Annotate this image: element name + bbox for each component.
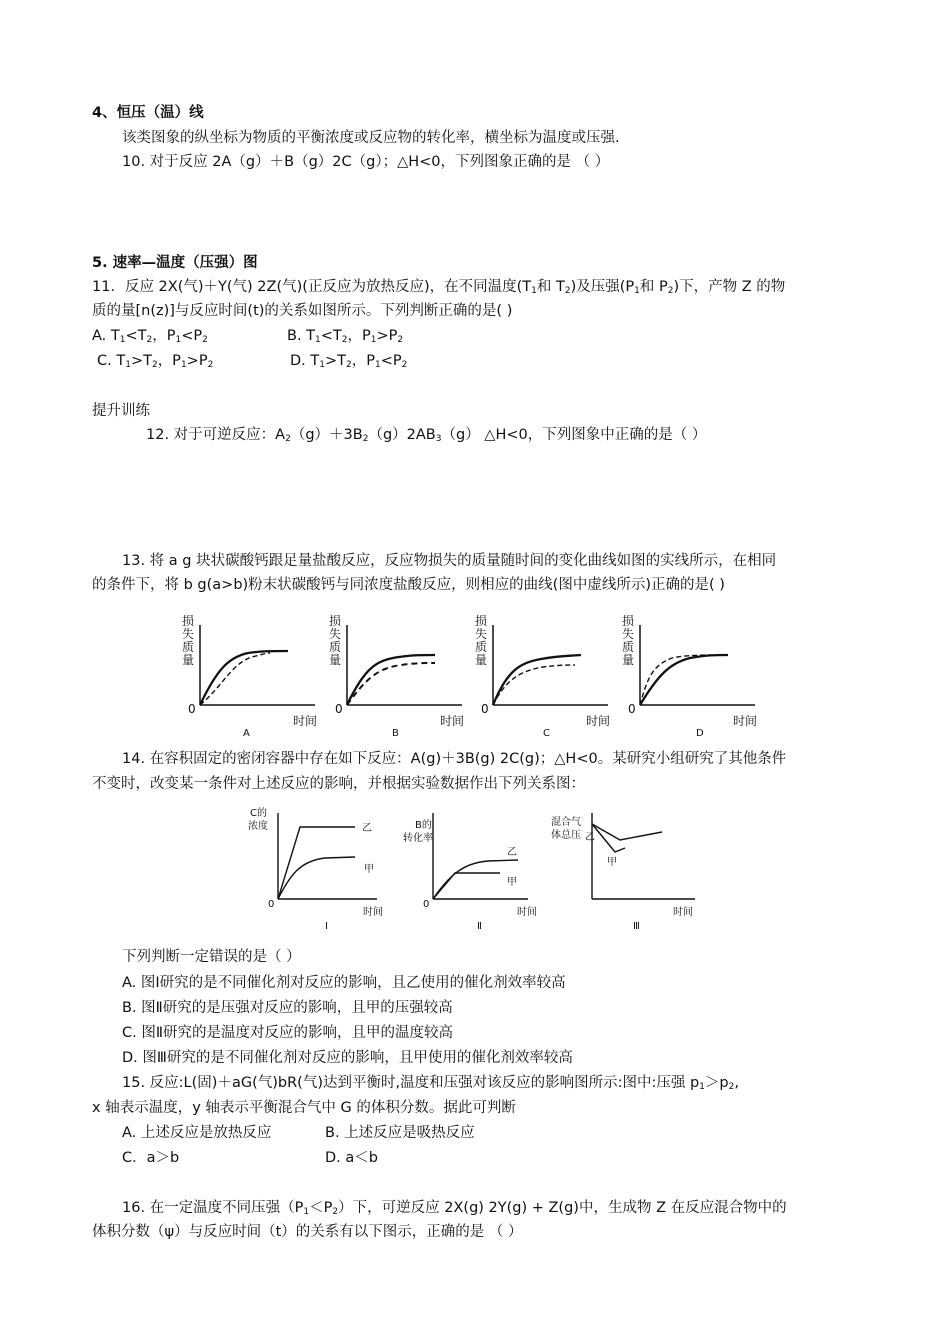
section-5-heading: 5. 速率—温度（压强）图 bbox=[92, 255, 258, 271]
x-axis-label: 时间 bbox=[733, 714, 758, 728]
y-label-4: 量 bbox=[329, 653, 342, 667]
curve-yi bbox=[278, 827, 355, 899]
dashed-curve bbox=[493, 665, 575, 705]
question-11-option-c: C. $T_1>T_2$，$P_1>P_2$ bbox=[97, 353, 214, 370]
x-axis-label: 时间 bbox=[586, 714, 611, 728]
question-16-line-2: 体积分数（ψ）与反应时间（t）的关系有以下图示，正确的是 （ ） bbox=[92, 1224, 523, 1240]
origin-label: 0 bbox=[188, 702, 196, 716]
section-4-heading: 4、恒压（温）线 bbox=[92, 105, 204, 121]
g1-roman: Ⅰ bbox=[325, 921, 328, 932]
panel-label: A bbox=[243, 728, 250, 739]
g2-xlabel: 时间 bbox=[517, 907, 537, 918]
solid-curve bbox=[200, 651, 288, 705]
g1-xlabel: 时间 bbox=[363, 907, 383, 918]
solid-curve bbox=[640, 655, 728, 705]
question-14-line-2: 不变时，改变某一条件对上述反应的影响，并根据实验数据作出下列关系图： bbox=[92, 776, 585, 792]
y-label-1: 损 bbox=[182, 614, 195, 628]
y-label-4: 量 bbox=[475, 653, 488, 667]
y-label-3: 质 bbox=[182, 640, 195, 654]
graph-a bbox=[200, 625, 315, 705]
y-label-1: 损 bbox=[622, 614, 635, 628]
curve-yi bbox=[433, 860, 518, 899]
question-16-line-1: 16. 在一定温度不同压强$(P_1<P_2)$下，可逆反应 2X(g) 2Y(g) + Z(g)中，生成物 Z 在反应混合物中的 bbox=[122, 1200, 787, 1217]
origin-label: 0 bbox=[628, 702, 636, 716]
g2-ylabel-2: 转化率 bbox=[403, 833, 433, 844]
question-11-line-2: 质的量[n(z)]与反应时间(t)的关系如图所示。下列判断正确的是( ) bbox=[92, 303, 513, 319]
g2-label-jia: 甲 bbox=[507, 877, 517, 888]
question-14-option-c: C. 图Ⅱ研究的是温度对反应的影响，且甲的温度较高 bbox=[122, 1025, 453, 1041]
y-label-4: 量 bbox=[182, 653, 195, 667]
g2-roman: Ⅱ bbox=[477, 921, 482, 932]
y-label-1: 损 bbox=[329, 614, 342, 628]
g3-ylabel-2: 体总压 bbox=[551, 830, 581, 841]
question-15-option-a: A. 上述反应是放热反应 bbox=[122, 1125, 272, 1141]
question-12: 12. 对于可逆反应：$A_2(g)+3B_2(g)2AB_3(g)$ △H<0，下列图象中正确的是（ ） bbox=[146, 427, 707, 444]
origin-label: 0 bbox=[481, 702, 489, 716]
panel-label: D bbox=[696, 728, 704, 739]
dashed-curve bbox=[347, 663, 435, 705]
x-axis-label: 时间 bbox=[293, 714, 318, 728]
y-label-2: 失 bbox=[329, 627, 342, 641]
g1-origin: 0 bbox=[268, 899, 275, 910]
question-14-ask: 下列判断一定错误的是（ ） bbox=[122, 949, 301, 965]
curve-jia bbox=[592, 824, 625, 852]
question-14-figure bbox=[245, 805, 705, 935]
g3-roman: Ⅲ bbox=[633, 921, 640, 932]
g3-xlabel: 时间 bbox=[673, 907, 693, 918]
question-15-line-2: x 轴表示温度，y 轴表示平衡混合气中 G 的体积分数。据此可判断 bbox=[92, 1100, 516, 1116]
g2-origin: 0 bbox=[423, 899, 430, 910]
y-label-2: 失 bbox=[182, 627, 195, 641]
section-4-description: 该类图象的纵坐标为物质的平衡浓度或反应物的转化率，横坐标为温度或压强. bbox=[122, 130, 620, 146]
question-15-line-1: 15. 反应:L(固)＋aG(气)bR(气)达到平衡时,温度和压强对该反应的影响图所示:图中:压强 $p_1>p_2$, bbox=[122, 1075, 739, 1092]
y-label-3: 质 bbox=[622, 640, 635, 654]
question-11-option-a: A. $T_1<T_2$，$P_1<P_2$ bbox=[92, 328, 208, 345]
g3-label-yi: 乙 bbox=[585, 832, 595, 843]
dashed-curve bbox=[640, 655, 728, 705]
y-label-2: 失 bbox=[622, 627, 635, 641]
question-14-option-d: D. 图Ⅲ研究的是不同催化剂对反应的影响，且甲使用的催化剂效率较高 bbox=[122, 1050, 573, 1066]
question-10: 10. 对于反应 2A（g）＋B（g）2C（g）；△H<0，下列图象正确的是 （ ） bbox=[122, 154, 610, 170]
graph-3 bbox=[592, 813, 695, 899]
question-15-option-d: D. a＜b bbox=[325, 1150, 378, 1166]
y-label-1: 损 bbox=[475, 614, 488, 628]
y-label-3: 质 bbox=[329, 640, 342, 654]
g2-label-yi: 乙 bbox=[507, 847, 517, 858]
question-15-option-c: C．a＞b bbox=[122, 1150, 180, 1166]
question-14-option-b: B. 图Ⅱ研究的是压强对反应的影响，且甲的压强较高 bbox=[122, 1000, 453, 1016]
question-13-line-2: 的条件下，将 b g(a>b)粉末状碳酸钙与同浓度盐酸反应，则相应的曲线(图中虚线所示)正确的是( ) bbox=[92, 577, 725, 593]
g1-label-jia: 甲 bbox=[364, 864, 374, 875]
question-11-option-b: B. $T_1<T_2$，$P_1>P_2$ bbox=[287, 328, 404, 345]
question-13-line-1: 13. 将 a g 块状碳酸钙跟足量盐酸反应，反应物损失的质量随时间的变化曲线如图的实线所示，在相同 bbox=[122, 553, 777, 569]
y-label-2: 失 bbox=[475, 627, 488, 641]
origin-label: 0 bbox=[335, 702, 343, 716]
solid-curve bbox=[493, 655, 581, 705]
question-11-line-1: 11．反应 2X(气)＋Y(气) 2Z(气)(正反应为放热反应)，在不同温度($T_1$和 $T_2$)及压强($P_1$和 $P_2$)下，产物 Z 的物 bbox=[92, 279, 786, 296]
g3-label-jia: 甲 bbox=[607, 857, 617, 868]
dashed-curve bbox=[200, 653, 270, 705]
question-15-option-b: B. 上述反应是吸热反应 bbox=[325, 1125, 475, 1141]
y-label-4: 量 bbox=[622, 653, 635, 667]
x-axis-label: 时间 bbox=[440, 714, 465, 728]
question-11-option-d: D. $T_1>T_2$，$P_1<P_2$ bbox=[290, 353, 408, 370]
g1-label-yi: 乙 bbox=[362, 823, 372, 834]
question-14-option-a: A. 图Ⅰ研究的是不同催化剂对反应的影响，且乙使用的催化剂效率较高 bbox=[122, 975, 566, 991]
graph-d bbox=[640, 625, 755, 705]
question-14-line-1: 14. 在容积固定的密闭容器中存在如下反应：A(g)＋3B(g) 2C(g)；△H<0。某研究小组研究了其他条件 bbox=[122, 751, 787, 767]
question-13-figure bbox=[170, 605, 780, 740]
practice-label: 提升训练 bbox=[92, 403, 150, 419]
g1-ylabel-1: C的 bbox=[250, 808, 267, 819]
g3-ylabel-1: 混合气 bbox=[551, 817, 581, 828]
g2-ylabel-1: B的 bbox=[415, 820, 432, 831]
g1-ylabel-2: 浓度 bbox=[248, 821, 268, 832]
graph-b bbox=[347, 625, 462, 705]
panel-label: B bbox=[392, 728, 399, 739]
y-label-3: 质 bbox=[475, 640, 488, 654]
graph-c bbox=[493, 625, 608, 705]
panel-label: C bbox=[543, 728, 550, 739]
